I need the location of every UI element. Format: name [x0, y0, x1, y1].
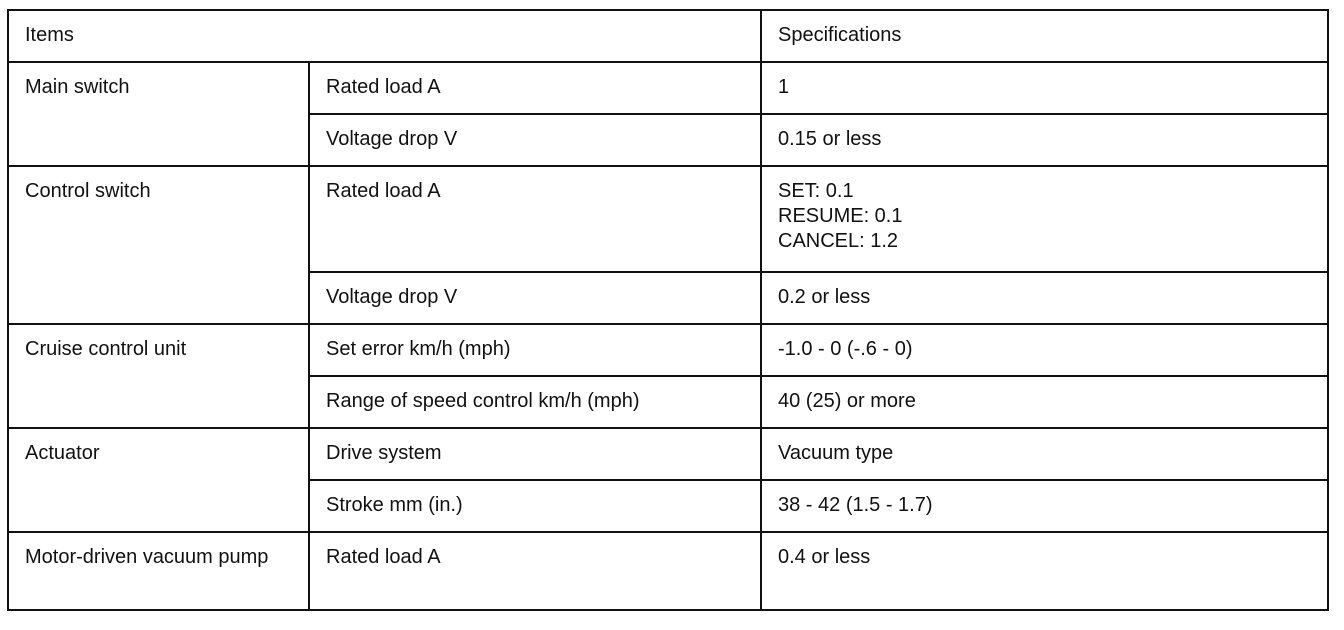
spec-cell: 38 - 42 (1.5 - 1.7) [761, 480, 1328, 532]
spec-cell: 0.2 or less [761, 272, 1328, 324]
spec-cell: 0.15 or less [761, 114, 1328, 166]
item-motor-driven-vacuum-pump: Motor-driven vacuum pump [8, 532, 309, 610]
param-cell: Range of speed control km/h (mph) [309, 376, 761, 428]
item-actuator: Actuator [8, 428, 309, 532]
param-cell: Drive system [309, 428, 761, 480]
specifications-table [7, 9, 1329, 611]
header-items: Items [8, 10, 761, 62]
spec-cell: 1 [761, 62, 1328, 114]
param-cell: Set error km/h (mph) [309, 324, 761, 376]
param-cell: Rated load A [309, 62, 761, 114]
table-row [8, 62, 1328, 114]
table-row [8, 532, 1328, 610]
spec-cell: Vacuum type [761, 428, 1328, 480]
item-cruise-control-unit: Cruise control unit [8, 324, 309, 428]
spec-cell: 40 (25) or more [761, 376, 1328, 428]
param-cell: Stroke mm (in.) [309, 480, 761, 532]
table-row [8, 428, 1328, 480]
item-control-switch: Control switch [8, 166, 309, 324]
table-header-row [8, 10, 1328, 62]
table-row [8, 166, 1328, 272]
spec-cell: 0.4 or less [761, 532, 1328, 610]
param-cell: Rated load A [309, 166, 761, 272]
param-cell: Voltage drop V [309, 114, 761, 166]
header-specifications: Specifications [761, 10, 1328, 62]
spec-cell: -1.0 - 0 (-.6 - 0) [761, 324, 1328, 376]
item-main-switch: Main switch [8, 62, 309, 166]
param-cell: Rated load A [309, 532, 761, 610]
table-row [8, 324, 1328, 376]
param-cell: Voltage drop V [309, 272, 761, 324]
spec-cell: SET: 0.1 RESUME: 0.1 CANCEL: 1.2 [761, 166, 1328, 272]
